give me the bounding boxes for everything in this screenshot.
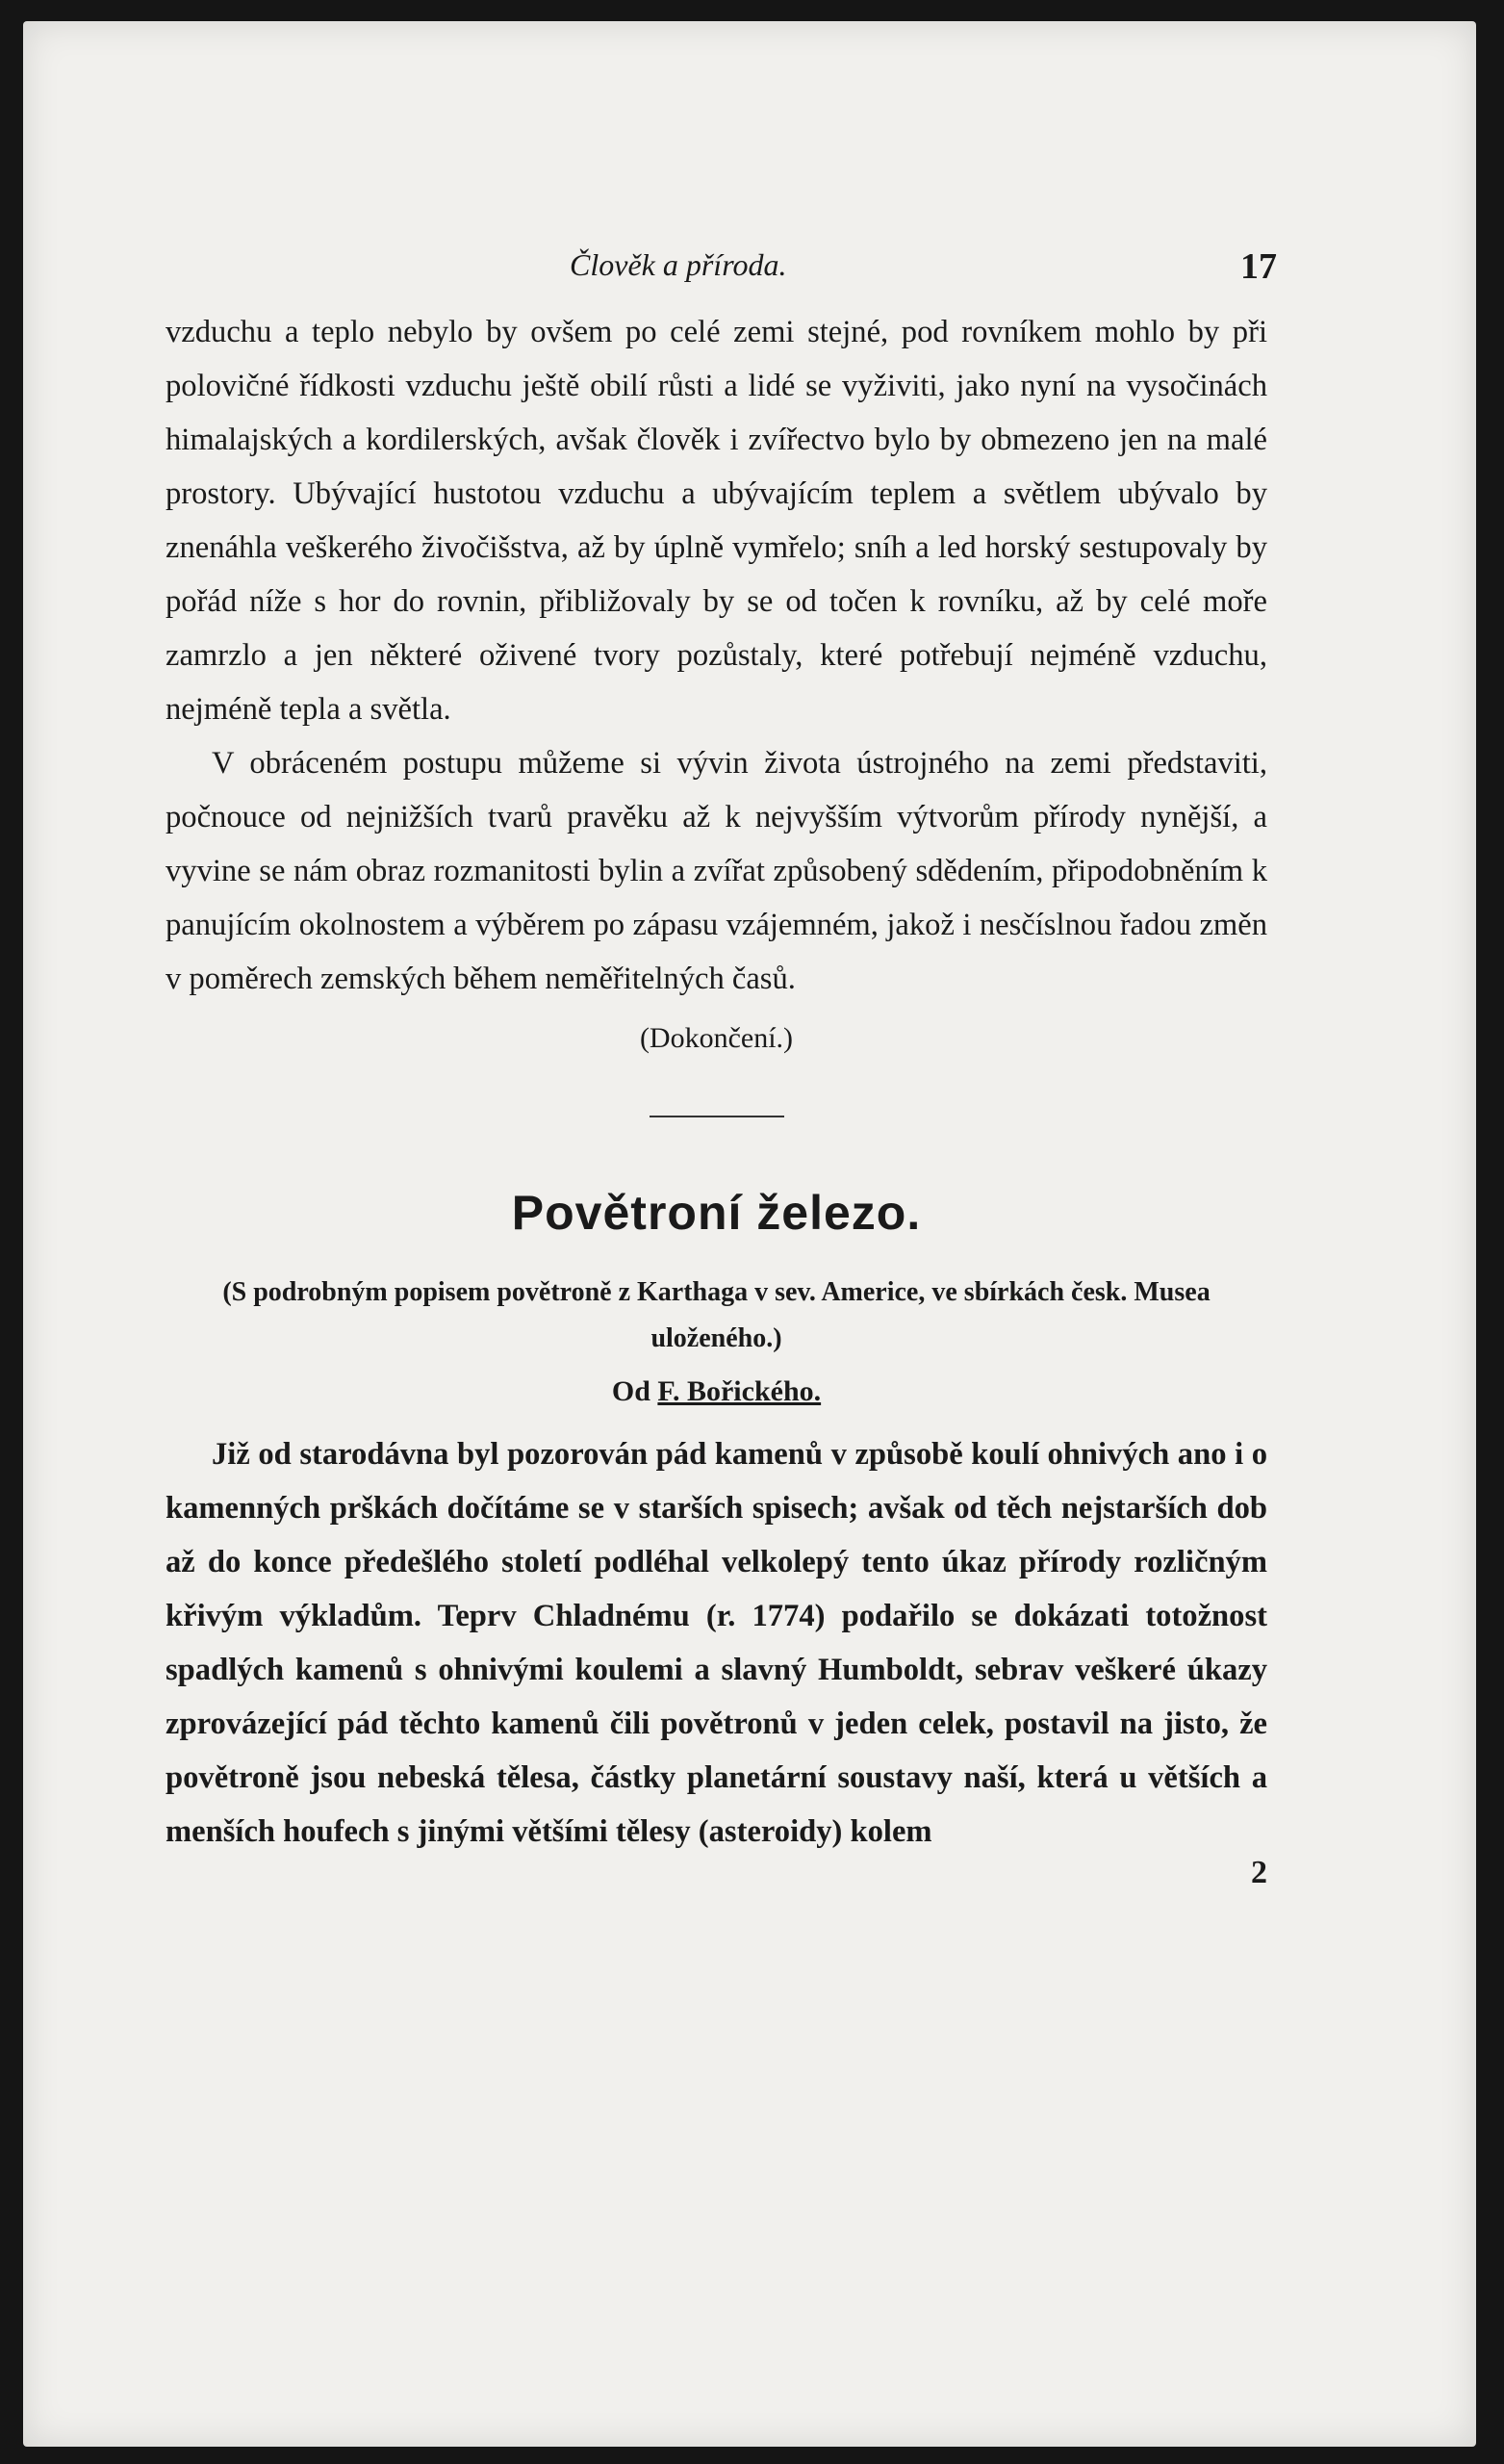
article-subtitle: (S podrobným popisem povětroně z Karthaga v sev. Americe, ve sbírkách česk. Musea uloženého.) <box>222 1277 1211 1353</box>
paragraph-1: vzduchu a teplo nebylo by ovšem po celé zemi stejné, pod rovníkem mohlo by při polovičné řídkosti vzduchu ještě obilí růsti a lidé se vyživiti, jako nyní na vysočinách himalajských a kordilerských, avšak člověk i zvířectvo bylo by obmezeno jen na malé prostory. Ubývající hustotou vzduchu a ubývajícím teplem a světlem ubývalo by znenáhla veškerého živočišstva, až by úplně vymřelo; sníh a led horský sestupovaly by pořád níže s hor do rovnin, přibližovaly by se od točen k rovníku, až by celé moře zamrzlo a jen některé oživené tvory pozůstaly, které potřebují nejméně vzduchu, nejméně tepla a světla. <box>166 315 1267 727</box>
byline <box>166 1375 1267 1408</box>
article-title: Povětroní železo. <box>511 1186 922 1240</box>
article-body: Již od starodávna byl pozorován pád kamenů v způsobě koulí ohnivých ano i o kamenných prškách dočítáme se v starších spisech; avšak od těch nejstarších dob až do konce předešlého století podléhal velkolepý tento úkaz přírody rozličným křivým výkladům. Teprv Chladnému (r. 1774) podařilo se dokázati totožnost spadlých kamenů s ohnivými koulemi a slavný Humboldt, sebrav veškeré úkazy zprovázející pád těchto kamenů čili povětronů v jeden celek, postavil na jisto, že povětroně jsou nebeská tělesa, částky planetární soustavy naší, která u větších a menších houfech s jinými většími tělesy (asteroidy) kolem <box>166 1437 1267 1849</box>
page-header <box>166 228 1277 305</box>
footer <box>166 1855 1267 1907</box>
book-page <box>23 21 1476 2447</box>
section-divider <box>650 1116 784 1117</box>
page-content <box>166 228 1277 1907</box>
paragraph-2: V obráceném postupu můžeme si vývin života ústrojného na zemi představiti, počnouce od nejnižších tvarů pravěku až k nejvyšším výtvorům přírody nynější, a vyvine se nám obraz rozmanitosti bylin a zvířat způsobený sdědením, připodobněním k panujícím okolnostem a výběrem po zápasu vzájemném, jakož i nesčíslnou řadou změn v poměrech zemských během neměřitelných časů. <box>166 746 1267 996</box>
byline-prefix: Od <box>611 1375 650 1407</box>
running-title: Člověk a příroda. <box>570 247 787 282</box>
end-note: (Dokončení.) <box>639 1022 794 1054</box>
author-name: F. Bořického. <box>657 1375 822 1407</box>
signature-mark: 2 <box>1251 1855 1267 1890</box>
page-number: 17 <box>1240 246 1277 287</box>
